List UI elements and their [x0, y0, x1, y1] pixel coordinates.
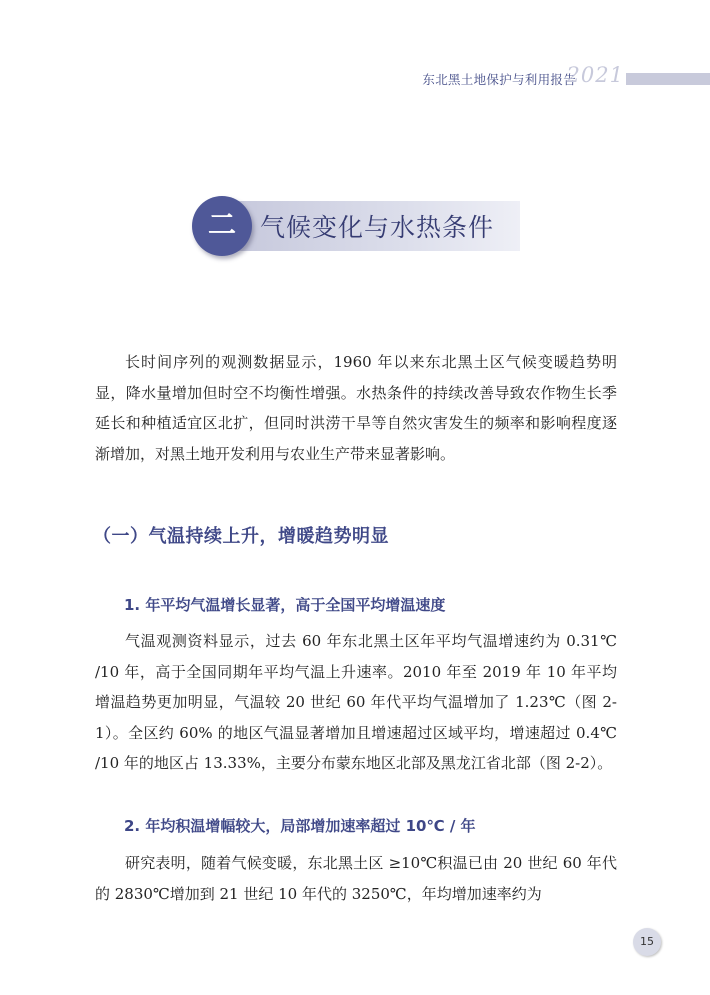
- page-number: 15: [633, 928, 661, 956]
- chapter-heading: [192, 196, 520, 258]
- report-year: 2021: [566, 63, 624, 87]
- subsection-2-heading: 2. 年均积温增幅较大，局部增加速率超过 10℃ / 年: [124, 817, 476, 835]
- section-heading: （一）气温持续上升，增暖趋势明显: [93, 526, 389, 547]
- running-header: [0, 63, 710, 90]
- intro-paragraph: 长时间序列的观测数据显示，1960 年以来东北黑土区气候变暖趋势明显，降水量增加但时空不均衡性增强。水热条件的持续改善导致农作物生长季延长和种植适宜区北扩，但同时洪涝干旱等自然灾害发生的频率和影响程度逐渐增加，对黑土地开发利用与农业生产带来显著影响。: [95, 353, 617, 463]
- chapter-title: 气候变化与水热条件: [260, 213, 495, 242]
- subsection-1-paragraph: 气温观测资料显示，过去 60 年东北黑土区年平均气温增速约为 0.31℃ /10 年，高于全国同期年平均气温上升速率。2010 年至 2019 年 10 年平均增温趋势更加明显，气温较 20 世纪 60 年代平均气温增加了 1.23℃（图 2-1）。全区约 60% 的地区气温显著增加且增速超过区域平均，增速超过 0.4℃ /10 年的地区占 13.33%，主要分布蒙东地区北部及黑龙江省北部（图 2-2）。: [95, 632, 617, 772]
- chapter-number-badge: 二: [192, 196, 252, 256]
- subsection-1-heading: 1. 年平均气温增长显著，高于全国平均增温速度: [124, 596, 446, 614]
- report-title: 东北黑土地保护与利用报告: [422, 72, 576, 87]
- header-decor-bar: [626, 73, 710, 85]
- subsection-2-paragraph: 研究表明，随着气候变暖，东北黑土区 ≥10℃积温已由 20 世纪 60 年代的 2830℃增加到 21 世纪 10 年代的 3250℃，年均增加速率约为: [95, 854, 617, 903]
